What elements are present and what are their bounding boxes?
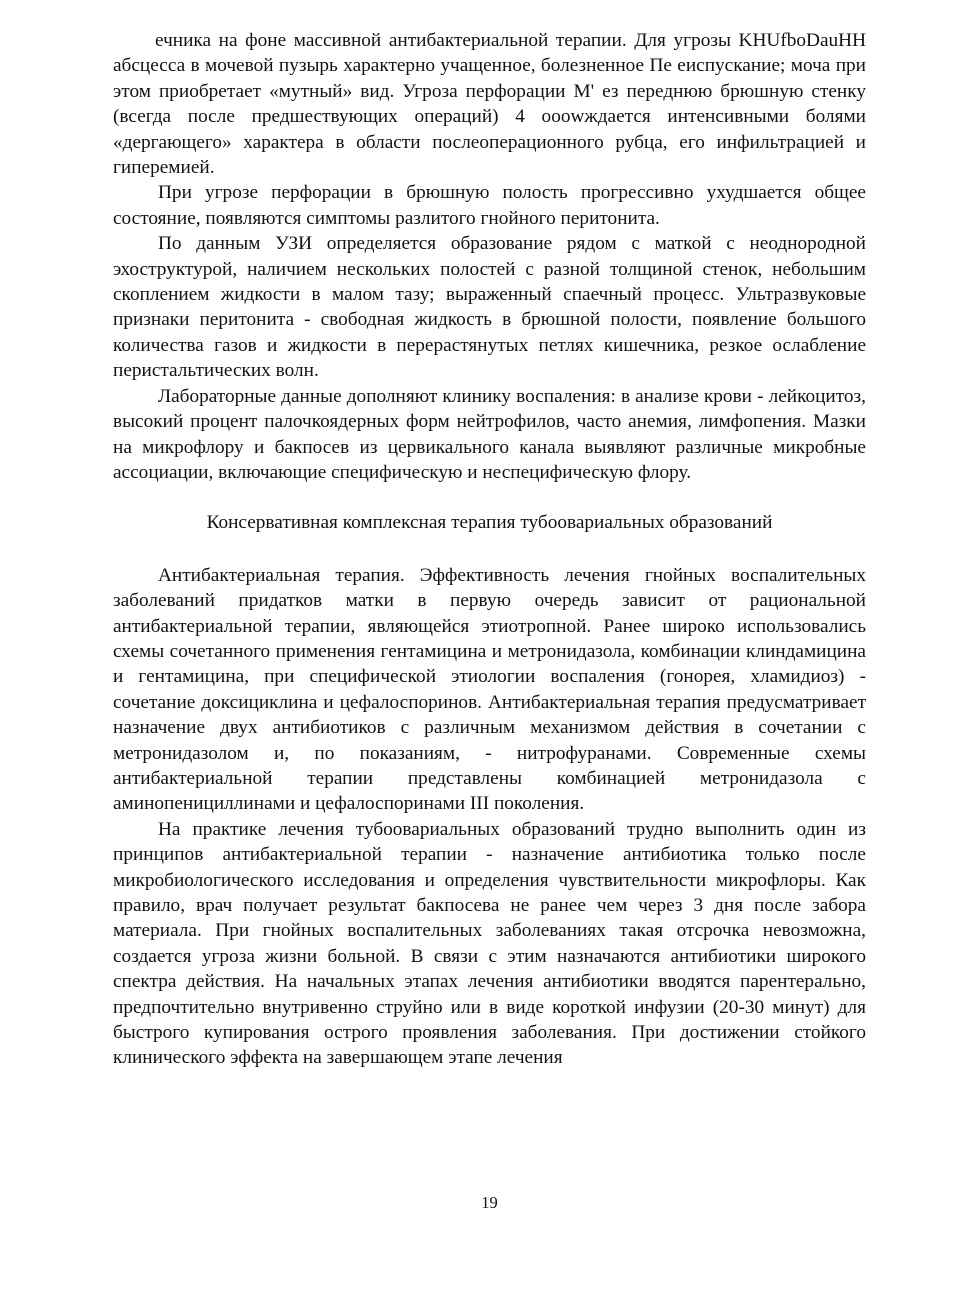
paragraph-peritonitis-threat: При угрозе перфорации в брюшную полость прогрессивно ухудшается общее состояние, появляются симптомы разлитого гнойного перитонита. <box>113 182 866 229</box>
paragraph-laboratory: Лабораторные данные дополняют клинику воспаления: в анализе крови - лейкоцитоз, высокий процент палочкоядерных форм нейтрофилов, часто анемия, лимфопения. Мазки на микрофлору и бакпосев из цервикального канала выявляют различные микробные ассоциации, включающие специфическую и неспецифическую флору. <box>113 385 866 483</box>
paragraph-ultrasound: По данным УЗИ определяется образование рядом с маткой с неоднородной эхоструктурой, наличием нескольких полостей с разной толщиной стенок, небольшим скоплением жидкости в малом тазу; выраженный спаечный процесс. Ультразвуковые признаки перитонита - свободная жидкость в брюшной полости, появление большого количества газов и жидкости в перерастянутых петлях кишечника, резкое ослабление перистальтических волн. <box>113 233 866 382</box>
paragraph-practice-treatment: На практике лечения тубоовариальных образований трудно выполнить один из принципов антибактериальной терапии - назначение антибиотика только после микробиологического исследования и определения чувствительности микрофлоры. Как правило, врач получает результат бакпосева не ранее чем через 3 дня после забора материала. При гнойных воспалительных заболеваниях такая отсрочка невозможна, создается угроза жизни больной. В связи с этим назначаются антибиотики широкого спектра действия. На начальных этапах лечения антибиотики вводятся парентерально, предпочтительно внутривенно струйно или в виде короткой инфузии (20-30 минут) для быстрого купирования острого проявления заболевания. При достижении стойкого клинического эффекта на завершающем этапе лечения <box>113 818 866 1069</box>
paragraph-antibacterial-therapy: Антибактериальная терапия. Эффективность лечения гнойных воспалительных заболеваний придатков матки в первую очередь зависит от рациональной антибактериальной терапии, являющейся этиотропной. Ранее широко использовались схемы сочетанного применения гентамицина и метронидазола, комбинации клиндамицина и гентамицина, при специфической этиологии воспаления (гонорея, хламидиоз) - сочетание доксициклина и цефалоспоринов. Антибактериальная терапия предусматривает назначение двух антибиотиков с различным механизмом действия в сочетании с метронидазолом и, по показаниям, - нитрофуранами. Современные схемы антибактериальной терапии представлены комбинацией метронидазола с аминопенициллинами и цефалоспоринами III поколения. <box>113 564 866 815</box>
paragraph-abscess-threat: ечника на фоне массивной антибактериальной терапии. Для угрозы KHUfboDauHH абсцесса в мочевой пузырь характерно учащенное, болезненное Пе еиспускание; моча при этом приобретает «мутный» вид. Угроза перфорации М' ез переднюю брюшную стенку (всегда после предшествующих операций) 4 ооowждается интенсивными болями «дергающего» характера в области послеоперационного рубца, его инфильтрацией и гиперемией. <box>113 30 866 179</box>
section-heading: Консервативная комплексная терапия тубоовариальных образований <box>206 512 773 534</box>
document-page <box>113 28 866 1071</box>
page-number: 19 <box>481 1193 498 1212</box>
